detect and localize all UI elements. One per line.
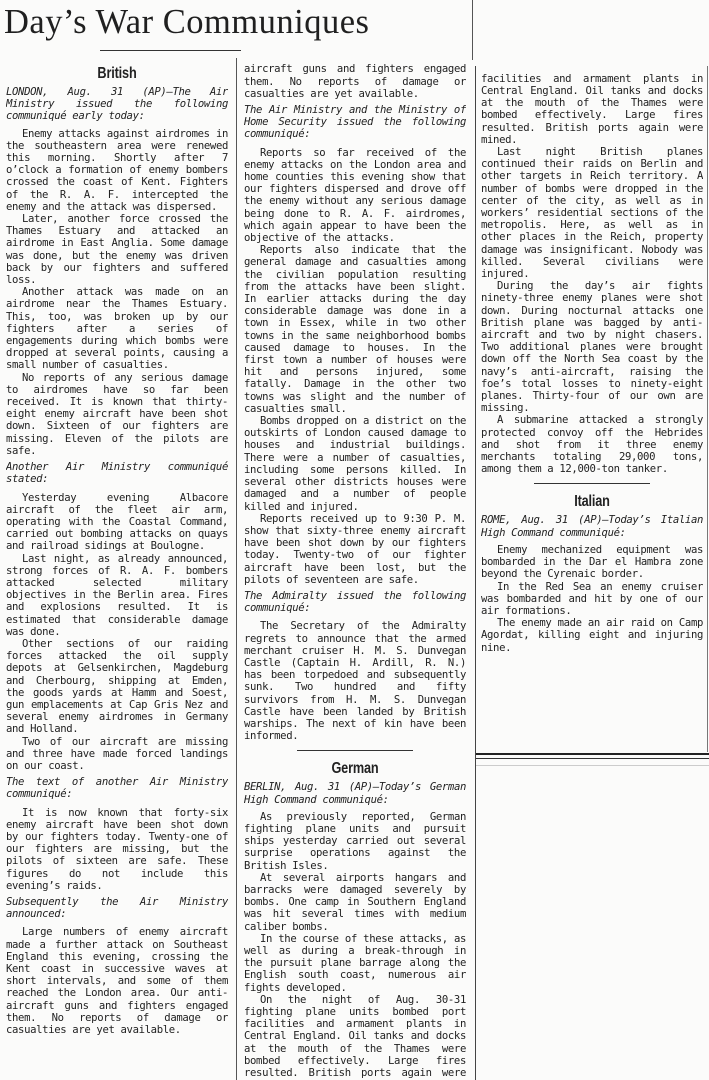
paragraph: It is now known that forty-six enemy aircraft have been shot down by our fighters today. Twenty-one of our fighters are missing, but the pilots of sixteen are safe. These figures do not include this evening’s raids. <box>6 806 228 892</box>
section-rule <box>297 750 413 751</box>
section-heading-italian: Italian <box>574 493 610 511</box>
column-divider <box>236 58 237 1080</box>
column-divider <box>472 0 473 60</box>
communique-intro: The Air Ministry and the Ministry of Home Security issued the following communiqué: <box>244 104 466 141</box>
continued-text <box>481 72 703 146</box>
paragraph: Another attack was made on an airdrome near the Thames Estuary. This, too, was broken up by our fighters after a series of engagements during which bombs were dropped at several points, causing a small number of casualties. <box>6 286 228 372</box>
paragraph: Large numbers of enemy aircraft made a further attack on Southeast England this evening, crossing the Kent coast in successive waves at short intervals, and some of them reached the London area. Our anti-aircraft guns and fighters engaged them. No reports of damage or casualties are yet available. <box>6 926 228 1037</box>
communique-intro: Another Air Ministry communiqué stated: <box>6 461 228 486</box>
communique-intro: Subsequently the Air Ministry announced: <box>6 896 228 921</box>
paragraph-continued: aircraft guns and fighters engaged them. No reports of damage or casualties are yet available. <box>244 63 466 100</box>
paragraph: Enemy mechanized equipment was bombarded in the Dar el Hambra zone beyond the Cyrenaic border. <box>481 543 703 581</box>
section-heading-british: British <box>97 65 137 82</box>
paragraph: Yesterday evening Albacore aircraft of the fleet air arm, operating with the Coastal Command, carried out bombing attacks on quays and railroad sidings at Boulogne. <box>6 491 228 553</box>
paragraph: Reports received up to 9:30 P. M. show that sixty-three enemy aircraft have been shot down by our fighters today. Twenty-two of our fighter aircraft have been lost, but the pilots of seventeen are safe. <box>244 512 466 586</box>
paragraph: As previously reported, German fighting plane units and pursuit ships yesterday carried out several surprise operations against the British Isles. <box>244 810 466 872</box>
paragraph: The enemy made an air raid on Camp Agordat, killing eight and injuring nine. <box>481 617 703 654</box>
paragraph: Two of our aircraft are missing and three have made forced landings on our coast. <box>6 735 228 772</box>
paragraph: Bombs dropped on a district on the outskirts of London caused damage to houses and industrial buildings. There were a number of casualties, including some persons killed. In several other districts houses were damaged and a number of people killed and injured. <box>244 415 466 513</box>
section-heading-german: German <box>331 760 379 778</box>
dateline-berlin: BERLIN, Aug. 31 (AP)—Today’s German High Command communiqué: <box>244 781 466 806</box>
paragraph: Reports also indicate that the general damage and casualties among the civilian population resulting from the attacks have been slight. In earlier attacks during the day considerable damage was done in a town in Essex, while in two other towns in the same neighborhood bombs caused damage to houses. In the first town a number of houses were hit and persons injured, some fatally. Damage in the other two towns was slight and the number of casualties small. <box>244 244 466 415</box>
paragraph: On the night of Aug. 30-31 fighting plane units bombed port facilities and armament plants in Central England. Oil tanks and docks at the mouth of the Thames were bombed effectively. Large fires resulted. British ports again were <box>244 993 466 1080</box>
end-rule <box>476 753 709 759</box>
paragraph: In the Red Sea an enemy cruiser was bombarded and hit by one of our air formations. <box>481 580 703 617</box>
communique-intro: The Admiralty issued the following communiqué: <box>244 589 466 615</box>
section-rule <box>534 483 650 484</box>
page-title: Day’s War Communiques <box>4 3 370 41</box>
article-column-2 <box>244 63 466 1080</box>
paragraph: Last night British planes continued their raids on Berlin and other targets in Reich territory. A number of bombs were dropped in the center of the city, as well as in workers’ residential sections of the metropolis. Here, as well as in other places in the Reich, property damage was insignificant. Nobody was killed. Several civilians were injured. <box>481 146 703 281</box>
paragraph: During the day’s air fights ninety-three enemy planes were shot down. During nocturnal attacks one British plane was bagged by anti-aircraft and two by night chasers. Two additional planes were brought down off the North Sea coast by the navy’s anti-aircraft, raising the foe’s total losses to ninety-eight planes. Thirty-four of our own are missing. <box>481 280 703 415</box>
rule <box>476 765 709 766</box>
paragraph-continued: facilities and armament plants in Central England. Oil tanks and docks at the mouth of the Thames were bombed effectively. Large fires resulted. British ports again were mined. <box>481 72 703 146</box>
paragraph: Later, another force crossed the Thames Estuary and attacked an airdrome in East Anglia. Some damage was done, but the enemy was driven back by our fighters and suffered loss. <box>6 213 228 287</box>
article-column-1 <box>6 64 228 1080</box>
paragraph: Reports so far received of the enemy attacks on the London area and home counties this evening show that our fighters dispersed and drove off the enemy without any serious damage being done to R. A. F. airdromes, which again appear to have been the objective of the attacks. <box>244 146 466 245</box>
title-rule <box>100 50 241 51</box>
paragraph: Enemy attacks against airdromes in the southeastern area were renewed this morning. Shortly after 7 o’clock a formation of enemy bombers crossed the coast of Kent. Fighters of the R. A. F. intercepted the enemy and the attack was dispersed. <box>6 127 228 213</box>
paragraph: At several airports hangars and barracks were damaged severely by bombs. One camp in Southern England was hit several times with medium caliber bombs. <box>244 871 466 933</box>
paragraph: Last night, as already announced, strong forces of R. A. F. bombers attacked selected military objectives in the Berlin area. Fires and explosions resulted. It is estimated that considerable damage was done. <box>6 552 228 638</box>
dateline-rome: ROME, Aug. 31 (AP)—Today’s Italian High Command communiqué: <box>481 514 703 539</box>
communique-intro: The text of another Air Ministry communiqué: <box>6 776 228 801</box>
paragraph: The Secretary of the Admiralty regrets to announce that the armed merchant cruiser H. M. S. Dunvegan Castle (Captain H. Ardill, R. N.) has been torpedoed and subsequently sunk. Two hundred and fifty survivors from H. M. S. Dunvegan Castle have been landed by British warships. The next of kin have been informed. <box>244 620 466 743</box>
dateline-london: LONDON, Aug. 31 (AP)—The Air Ministry issued the following communiqué early today: <box>6 86 228 123</box>
article-column-3 <box>481 72 703 748</box>
continued-text <box>244 63 466 100</box>
paragraph: In the course of these attacks, as well as during a break-through in the pursuit plane barrage along the English south coast, numerous air fights developed. <box>244 932 466 994</box>
paragraph: A submarine attacked a strongly protected convoy off the Hebrides and shot from it three enemy merchants totaling 29,000 tons, among them a 12,000-ton tanker. <box>481 414 703 476</box>
paragraph: Other sections of our raiding forces attacked the oil supply depots at Gelsenkirchen, Magdeburg and Cherbourg, shipping at Emden, the goods yards at Hamm and Soest, gun emplacements at Cap Gris Nez and several enemy airdromes in Germany and Holland. <box>6 637 228 736</box>
paragraph: No reports of any serious damage to airdromes have so far been received. It is known that thirty-eight enemy aircraft have been shot down. Sixteen of our fighters are missing. Eleven of the pilots are safe. <box>6 371 228 457</box>
column-divider <box>707 66 708 752</box>
column-divider <box>475 66 476 1080</box>
